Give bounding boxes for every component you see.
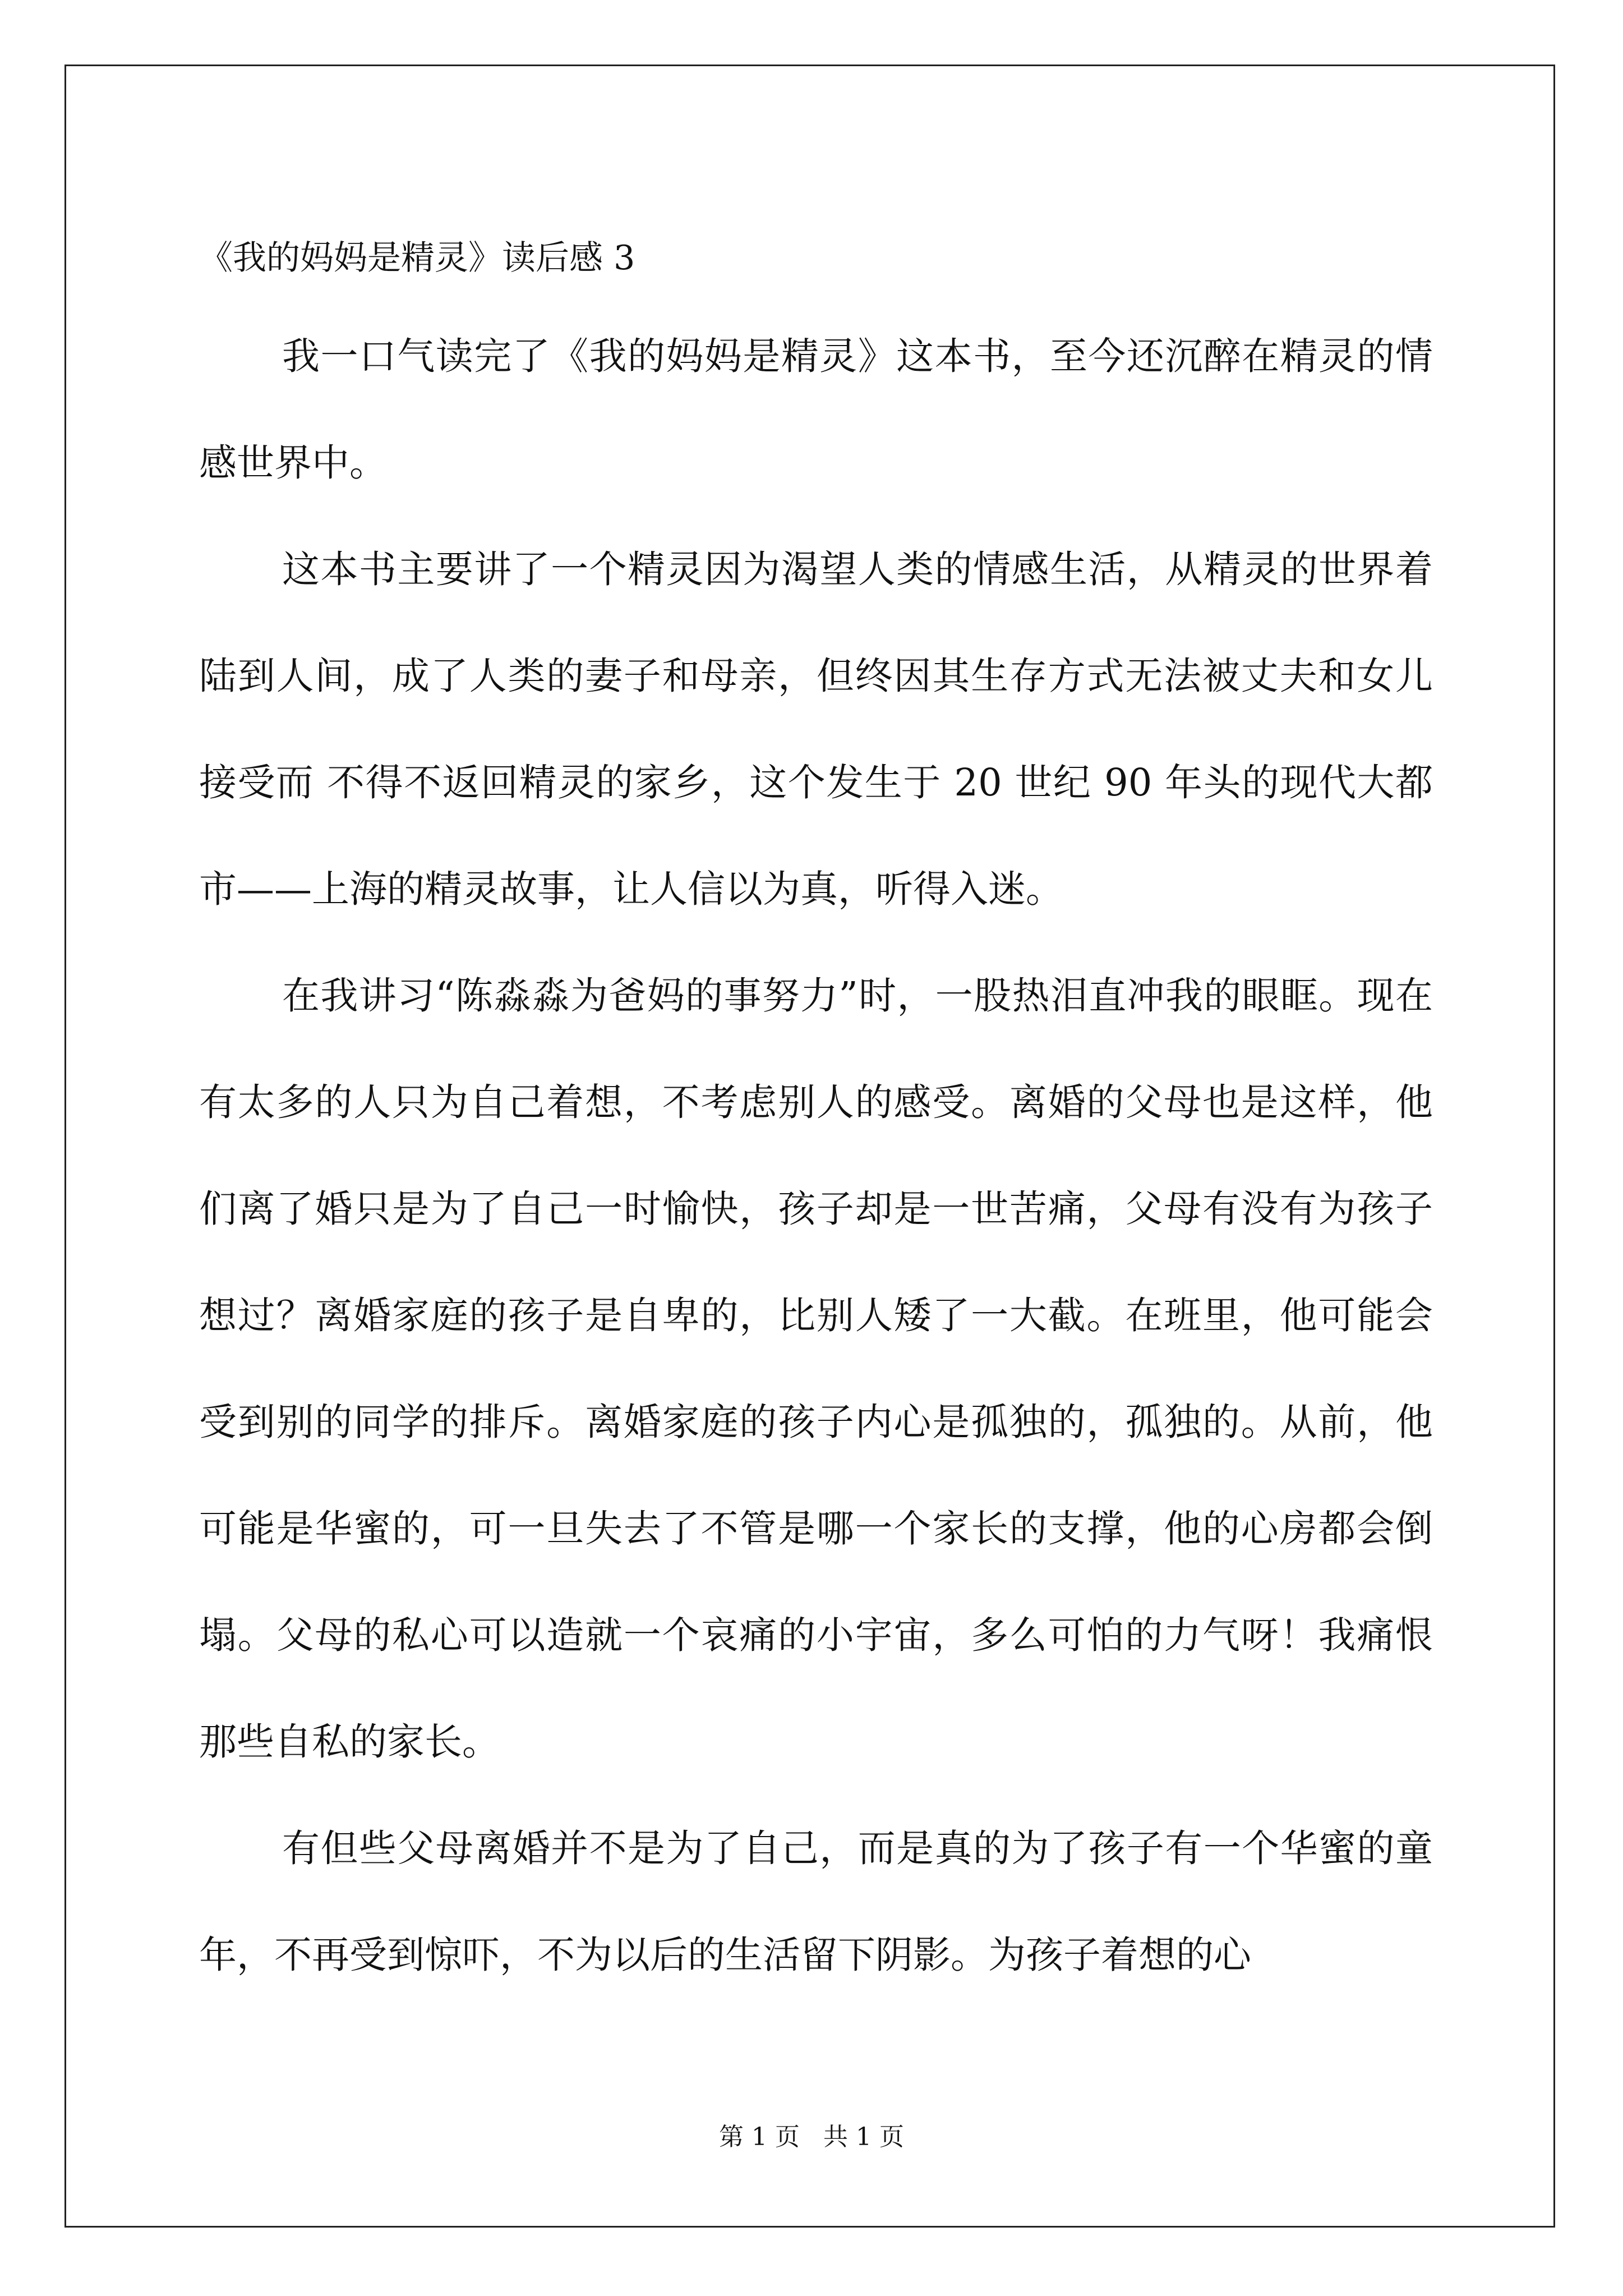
paragraph-3: 在我讲习“陈淼淼为爸妈的事努力”时，一股热泪直冲我的眼眶。现在有太多的人只为自己着想，不考虑别人的感受。离婚的父母也是这样，他们离了婚只是为了自己一时愉快，孩子却是一世苦痛，父母有没有为孩子想过？离婚家庭的孩子是自卑的，比别人矮了一大截。在班里，他可能会受到别的同学的排斥。离婚家庭的孩子内心是孤独的，孤独的。从前，他可能是华蜜的，可一旦失去了不管是哪一个家长的支撑，他的心房都会倒塌。父母的私心可以造就一个哀痛的小宇宙，多么可怕的力气呀！我痛恨那些自私的家长。 [199,974,1433,1764]
page-number-footer: 第 1 页 共 1 页 [719,2123,904,2151]
document-body [199,213,1433,2008]
paragraph-2: 这本书主要讲了一个精灵因为渴望人类的情感生活，从精灵的世界着陆到人间，成了人类的妻子和母亲，但终因其生存方式无法被丈夫和女儿接受而 不得不返回精灵的家乡，这个发生于 20 世纪 90 年头的现代大都市——上海的精灵故事，让人信以为真，听得入迷。 [199,547,1433,911]
paragraph-4: 有但些父母离婚并不是为了自己，而是真的为了孩子有一个华蜜的童年，不再受到惊吓，不为以后的生活留下阴影。为孩子着想的心 [199,1826,1433,1977]
document-title: 《我的妈妈是精灵》读后感 3 [199,238,635,278]
paragraph-1: 我一口气读完了《我的妈妈是精灵》这本书，至今还沉醉在精灵的情感世界中。 [199,334,1433,485]
